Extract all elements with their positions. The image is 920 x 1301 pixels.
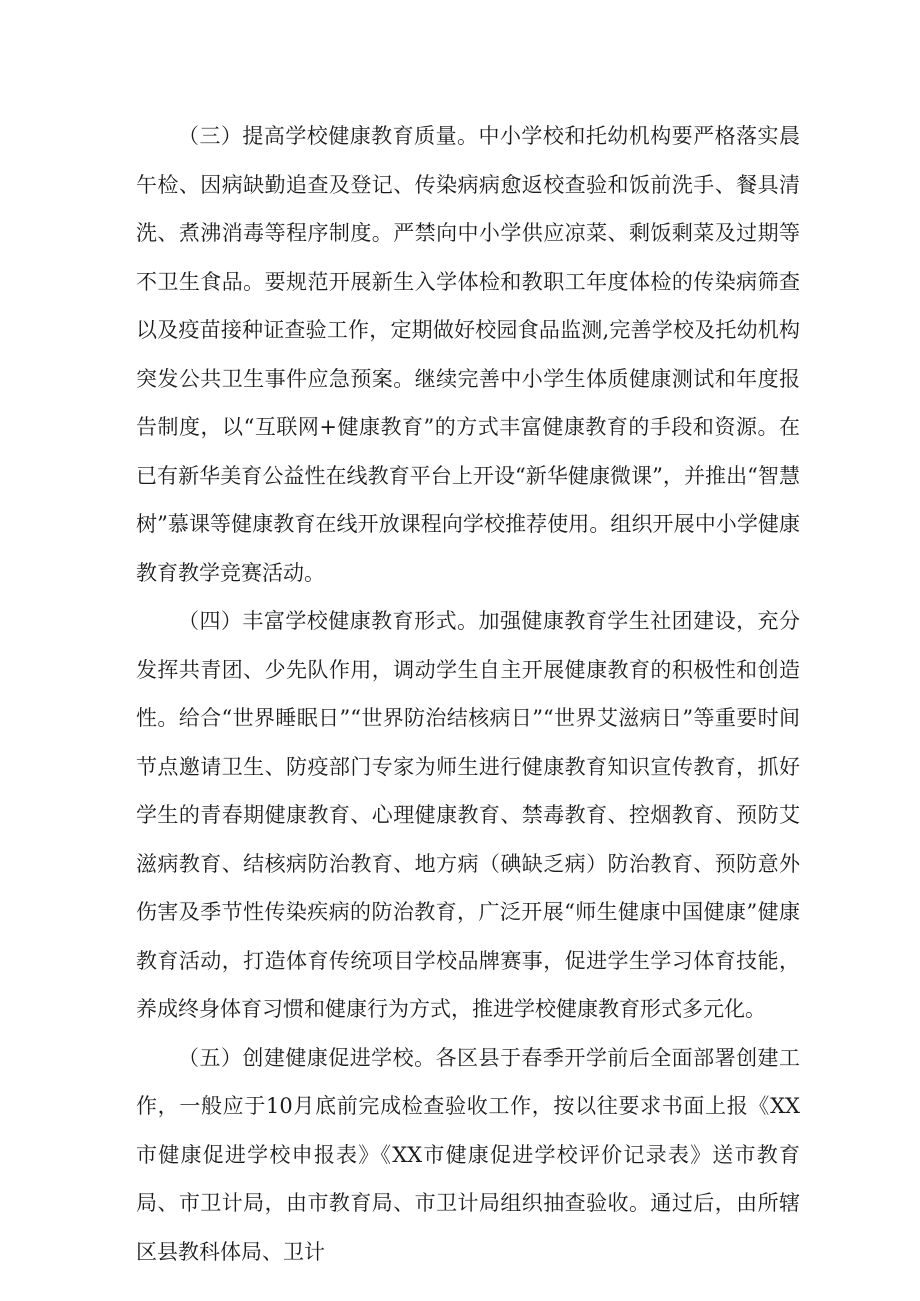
paragraph-section-three: （三）提高学校健康教育质量。中小学校和托幼机构要严格落实晨午检、因病缺勤追查及登记、传染病病愈返校查验和饭前洗手、餐具清洗、煮沸消毒等程序制度。严禁向中小学供应凉菜、剩饭剩菜及过期等不卫生食品。要规范开展新生入学体检和教职工年度体检的传染病筛查以及疫苗接种证查验工作，定期做好校园食品监测,完善学校及托幼机构突发公共卫生事件应急预案。继续完善中小学生体质健康测试和年度报告制度，以“互联网+健康教育”的方式丰富健康教育的手段和资源。在已有新华美育公益性在线教育平台上开设“新华健康微课”，并推出“智慧树”慕课等健康教育在线开放课程向学校推荐使用。组织开展中小学健康教育教学竞赛活动。 [136,124,800,585]
paragraph-section-five: （五）创建健康促进学校。各区县于春季开学前后全面部署创建工作，一般应于10月底前完成检查验收工作，按以往要求书面上报《XX市健康促进学校申报表》《XX市健康促进学校评价记录表》送市教育局、市卫计局，由市教育局、市卫计局组织抽查验收。通过后，由所辖区县教科体局、卫计 [136,1045,800,1264]
paragraph-section-four: （四）丰富学校健康教育形式。加强健康教育学生社团建设，充分发挥共青团、少先队作用，调动学生自主开展健康教育的积极性和创造性。给合“世界睡眠日”“世界防治结核病日”“世界艾滋病日”等重要时间节点邀请卫生、防疫部门专家为师生进行健康教育知识宣传教育，抓好学生的青春期健康教育、心理健康教育、禁毒教育、控烟教育、预防艾滋病教育、结核病防治教育、地方病（碘缺乏病）防治教育、预防意外伤害及季节性传染疾病的防治教育，广泛开展“师生健康中国健康”健康教育活动，打造体育传统项目学校品牌赛事，促进学生学习体育技能，养成终身体育习惯和健康行为方式，推进学校健康教育形式多元化。 [136,609,800,1021]
document-body [136,112,800,1276]
